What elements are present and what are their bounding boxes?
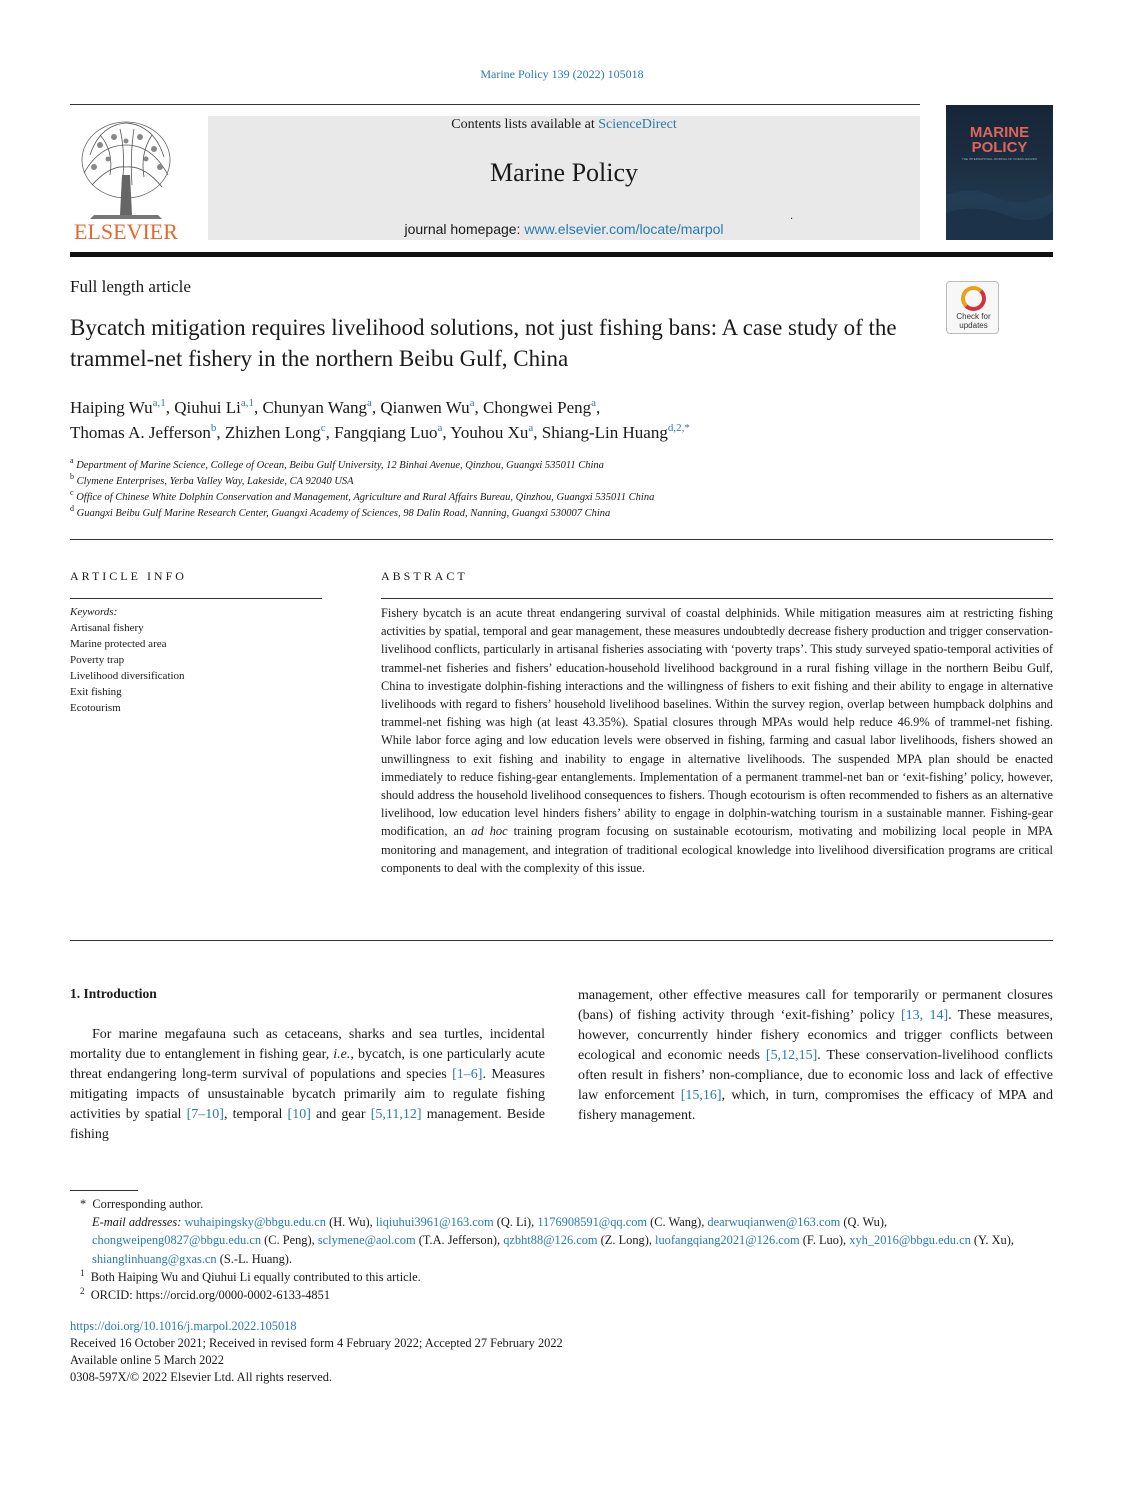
intro-italic: i.e., bbox=[333, 1047, 354, 1062]
email-link[interactable]: 1176908591@qq.com bbox=[537, 1215, 648, 1230]
elsevier-wordmark: ELSEVIER bbox=[74, 219, 178, 243]
abstract-end-rule bbox=[70, 940, 1053, 941]
author-affil-mark[interactable]: a bbox=[528, 422, 534, 434]
email-owner: (Q. Li), bbox=[493, 1215, 538, 1230]
author-affil-mark[interactable]: b bbox=[210, 422, 217, 434]
intro-text: . Measures mitigating impacts of unsustainable bycatch primarily aim to regulate fishing activities by spatial bbox=[70, 1067, 545, 1122]
keyword-list bbox=[70, 620, 322, 716]
article-title: Bycatch mitigation requires livelihood solutions, not just fishing bans: A case study of the trammel-net fishery in the northern Beibu Gulf, China bbox=[70, 315, 897, 371]
author-name[interactable]: Thomas A. Jefferson bbox=[70, 423, 211, 442]
author[interactable] bbox=[70, 423, 216, 442]
citation-link[interactable]: [5,12,15] bbox=[765, 1048, 818, 1063]
affiliation-key: d bbox=[70, 504, 74, 513]
email-link[interactable]: chongweipeng0827@bbgu.edu.cn bbox=[92, 1233, 262, 1248]
email-link[interactable]: shianglinhuang@gxas.cn bbox=[92, 1251, 217, 1266]
footnote-2-text: ORCID: https://orcid.org/0000-0002-6133-4851 bbox=[90, 1288, 331, 1303]
author-affil-mark[interactable]: a bbox=[367, 397, 372, 409]
citation-link[interactable]: [5,11,12] bbox=[370, 1107, 422, 1122]
introduction-heading: 1. Introduction bbox=[70, 986, 157, 1001]
footnote-rule bbox=[70, 1190, 138, 1191]
email-owner: (S.-L. Huang). bbox=[216, 1251, 293, 1266]
article-type: Full length article bbox=[70, 277, 191, 296]
intro-text: bycatch, is one particularly acute threat endangering long-term survival of populations and species bbox=[70, 1047, 546, 1082]
author-name[interactable]: Shiang-Lin Huang bbox=[541, 423, 668, 442]
copyright: 0308-597X/© 2022 Elsevier Ltd. All rights reserved. bbox=[70, 1370, 332, 1384]
email-owner: (C. Wang), bbox=[647, 1215, 708, 1230]
citation-link[interactable]: [13, 14] bbox=[901, 1008, 949, 1023]
journal-cover-image[interactable] bbox=[946, 105, 1053, 240]
keywords-block bbox=[70, 604, 322, 716]
email-owner: (Q. Wu), bbox=[840, 1215, 888, 1230]
email-link[interactable]: xyh_2016@bbgu.edu.cn bbox=[849, 1233, 971, 1248]
intro-text: , which, in turn, compromises the efficacy of MPA and fishery management. bbox=[578, 1088, 1053, 1123]
journal-homepage-link[interactable]: www.elsevier.com/locate/marpol bbox=[524, 221, 724, 237]
abstract-rule bbox=[381, 598, 1053, 599]
author-affil-mark[interactable]: a bbox=[591, 397, 597, 409]
email-owner: (C. Peng), bbox=[261, 1233, 318, 1248]
elsevier-logo[interactable] bbox=[70, 115, 182, 243]
article-info-heading: ARTICLE INFO bbox=[70, 569, 187, 583]
received-dates: Received 16 October 2021; Received in revised form 4 February 2022; Accepted 27 February 2022 bbox=[70, 1336, 563, 1350]
intro-text: For marine megafauna such as cetaceans, sharks and sea turtles, incidental mortality due to entanglement in fishing gear, bbox=[70, 1027, 545, 1062]
email-owner: (F. Luo), bbox=[799, 1233, 850, 1248]
abstract-italic: ad hoc bbox=[471, 824, 508, 839]
affiliation bbox=[70, 490, 1030, 506]
email-addresses bbox=[70, 1213, 1053, 1268]
keywords-label: Keywords: bbox=[70, 606, 118, 618]
footnotes bbox=[70, 1195, 1053, 1304]
affiliation bbox=[70, 474, 1030, 490]
email-owner: (Y. Xu), bbox=[970, 1233, 1014, 1248]
contents-prefix: Contents lists available at bbox=[451, 117, 599, 132]
corresponding-mark: * bbox=[80, 1197, 87, 1211]
author-affil-mark[interactable]: a bbox=[437, 422, 443, 434]
footnote-1-text: Both Haiping Wu and Qiuhui Li equally contributed to this article. bbox=[90, 1269, 421, 1284]
email-link[interactable]: dearwuqianwen@163.com bbox=[707, 1215, 841, 1230]
keyword: Poverty trap bbox=[70, 654, 125, 666]
header-thick-rule bbox=[70, 252, 1053, 257]
intro-text: . These measures, however, concurrently hinder fishery economics and trigger conflicts between ecological and economic needs bbox=[578, 1008, 1053, 1063]
top-rule bbox=[70, 104, 920, 105]
keyword: Artisanal fishery bbox=[70, 622, 144, 634]
corresponding-author-note bbox=[70, 1195, 1053, 1213]
footnote-2-mark: 2 bbox=[80, 1286, 85, 1297]
keyword: Livelihood diversification bbox=[70, 670, 185, 682]
email-link[interactable]: qzbht88@126.com bbox=[503, 1233, 598, 1248]
author[interactable] bbox=[262, 398, 371, 417]
sciencedirect-link[interactable]: ScienceDirect bbox=[598, 117, 677, 132]
keyword: Exit fishing bbox=[70, 686, 122, 698]
affiliation-rule bbox=[70, 539, 1053, 540]
email-link[interactable]: wuhaipingsky@bbgu.edu.cn bbox=[184, 1215, 326, 1230]
check-for-updates-button[interactable] bbox=[946, 281, 999, 334]
cover-wave-graphic bbox=[946, 175, 1053, 240]
author-name[interactable]: Qianwen Wu bbox=[380, 398, 470, 417]
author-name[interactable]: Chongwei Peng bbox=[482, 398, 592, 417]
email-owner: (Z. Long), bbox=[597, 1233, 656, 1248]
article-info-rule bbox=[70, 598, 322, 599]
intro-text: management. Beside fishing bbox=[70, 1107, 545, 1142]
abstract-heading: ABSTRACT bbox=[381, 569, 468, 583]
author-name[interactable]: Youhou Xu bbox=[450, 423, 529, 442]
author[interactable] bbox=[174, 398, 254, 417]
citation-link[interactable]: [15,16] bbox=[680, 1088, 722, 1103]
author-name[interactable]: Qiuhui Li bbox=[174, 398, 241, 417]
footnote-1 bbox=[70, 1268, 1053, 1286]
email-owner: (H. Wu), bbox=[325, 1215, 376, 1230]
email-link[interactable]: sclymene@aol.com bbox=[317, 1233, 416, 1248]
email-link[interactable]: luofangqiang2021@126.com bbox=[655, 1233, 800, 1248]
homepage-prefix: journal homepage: bbox=[404, 221, 525, 237]
keyword: Marine protected area bbox=[70, 638, 167, 650]
author-affil-mark[interactable]: c bbox=[320, 422, 326, 434]
abstract-part-1: Fishery bycatch is an acute threat endangering survival of coastal delphinids. While mitigation measures aim at restricting fishing activities by spatial, temporal and gear management, these measures undoubtedly decrease fishery production and trigger conservation-livelihood conflicts, particularly in artisanal fisheries associating with ‘poverty traps’. This study surveyed spatio-temporal activities of trammel-net fisheries and fishers’ education-household livelihood background in a rural fishing village in the northern Beibu Gulf, China to investigate dolphin-fishing interactions and the willingness of fishers to exit fishing and their ability to engage in alternative livelihoods with regard to fishers’ household livelihood baselines. Within the survey region, overlap between humpback dolphins and trammel-net fishing was high (at least 43.35%). Spatial closures through MPAs would help reduce 46.9% of trammel-net fishing. While labor force aging and low education levels were observed in fishing, farming and casual labor livelihoods, fishers showed an unwillingness to exit fishing and inability to engage in alternative livelihoods. The suspended MPA plan should be enacted immediately to reduce fishing-gear entanglements. Implementation of a permanent trammel-net ban or ‘exit-fishing’ policy, however, should address the household livelihood consequences to fishers. Though ecotourism is often recommended to fishers as an alternative livelihood, low education level hinders fishers’ ability to engage in dolphin-watching tourism in a sustainable manner. Fishing-gear modification, an bbox=[381, 606, 1053, 839]
contents-line bbox=[208, 117, 920, 133]
publication-metadata bbox=[70, 1318, 1053, 1386]
author[interactable] bbox=[483, 398, 596, 417]
author-affil-mark[interactable]: a bbox=[469, 397, 475, 409]
intro-text: management, other effective measures call for temporarily or permanent closures (bans) of fishing activity through ‘exit-fishing’ policy bbox=[578, 988, 1053, 1023]
affiliation-list bbox=[70, 458, 1030, 522]
citation-link[interactable]: [1–6] bbox=[452, 1067, 483, 1082]
author[interactable] bbox=[225, 423, 326, 442]
affiliation-key: c bbox=[70, 488, 74, 497]
footnote-1-mark: 1 bbox=[80, 1267, 85, 1278]
doi-link[interactable]: https://doi.org/10.1016/j.marpol.2022.105018 bbox=[70, 1319, 297, 1333]
citation-link[interactable]: [7–10] bbox=[186, 1107, 224, 1122]
introduction-left-column bbox=[70, 1025, 545, 1145]
journal-reference[interactable]: Marine Policy 139 (2022) 105018 bbox=[480, 67, 644, 81]
author[interactable] bbox=[70, 398, 166, 417]
intro-text: and gear bbox=[310, 1107, 371, 1122]
author-affil-mark[interactable]: a,1 bbox=[152, 397, 166, 409]
homepage-line bbox=[208, 221, 920, 237]
cover-title: MARINE POLICY bbox=[969, 124, 1030, 156]
author-affil-mark[interactable]: a,1 bbox=[240, 397, 254, 409]
author[interactable] bbox=[334, 423, 442, 442]
abstract-text bbox=[381, 604, 1053, 877]
affiliation-text: Department of Marine Science, College of Ocean, Beibu Gulf University, 12 Binhai Avenue, Qinzhou, Guangxi 535011 China bbox=[76, 460, 604, 471]
email-owner: (T.A. Jefferson), bbox=[415, 1233, 504, 1248]
citation-link[interactable]: [10] bbox=[287, 1107, 311, 1122]
affiliation bbox=[70, 506, 1030, 522]
introduction-right-column bbox=[578, 986, 1053, 1126]
affiliation-text: Clymene Enterprises, Yerba Valley Way, Lakeside, CA 92040 USA bbox=[76, 476, 354, 487]
intro-text: , temporal bbox=[223, 1107, 288, 1122]
author[interactable] bbox=[450, 423, 533, 442]
check-updates-icon bbox=[961, 286, 986, 311]
affiliation bbox=[70, 458, 1030, 474]
available-online: Available online 5 March 2022 bbox=[70, 1353, 224, 1367]
abstract-part-2: training program focusing on sustainable ecotourism, motivating and mobilizing local people in MPA monitoring and management, and integration of traditional ecological knowledge into livelihood diversification programs are critical components to deal with the complexity of this issue. bbox=[381, 824, 1053, 875]
corresponding-text: Corresponding author. bbox=[92, 1197, 204, 1211]
affiliation-key: b bbox=[70, 472, 74, 481]
author-name[interactable]: Haiping Wu bbox=[70, 398, 153, 417]
keyword: Ecotourism bbox=[70, 702, 121, 714]
journal-name: Marine Policy bbox=[489, 158, 639, 187]
email-link[interactable]: liqiuhui3961@163.com bbox=[375, 1215, 494, 1230]
author-list: Haiping Wu$^{a,1}$, Qiuhui Li$^{a,1}$, Chunyan Wang$^a$, Qianwen Wu$^a$, Chongwei Peng$^a$, Thomas A. Jefferson$^b$, Zhizhen Long$^c$, Fangqiang Luo$^a$, Youhou Xu$^a$, Shiang-Lin Huang$^{d,2,*}$ bbox=[70, 397, 690, 442]
author[interactable] bbox=[542, 423, 690, 442]
cover-subtitle: THE INTERNATIONAL JOURNAL OF OCEAN AFFAIRS bbox=[962, 157, 1037, 161]
stray-dot: . bbox=[790, 211, 794, 222]
footnote-2 bbox=[70, 1286, 1053, 1304]
author[interactable] bbox=[380, 398, 474, 417]
check-updates-label: Check for updates bbox=[956, 312, 991, 330]
elsevier-tree-icon bbox=[70, 115, 182, 243]
email-label: E-mail addresses: bbox=[92, 1215, 182, 1230]
author-name[interactable]: Fangqiang Luo bbox=[334, 423, 438, 442]
affiliation-text: Office of Chinese White Dolphin Conservation and Management, Agriculture and Rural Affairs Bureau, Qinzhou, Guangxi 535011 China bbox=[76, 492, 655, 503]
affiliation-text: Guangxi Beibu Gulf Marine Research Center, Guangxi Academy of Sciences, 98 Dalin Road, Nanning, Guangxi 530007 China bbox=[76, 508, 611, 519]
author-affil-mark[interactable]: d,2,* bbox=[667, 422, 690, 434]
author-name[interactable]: Zhizhen Long bbox=[224, 423, 321, 442]
intro-text: . These conservation-livelihood conflicts often result in fishers’ non-compliance, due to economic loss and lack of effective law enforcement bbox=[578, 1048, 1053, 1103]
affiliation-key: a bbox=[70, 456, 74, 465]
author-name[interactable]: Chunyan Wang bbox=[262, 398, 368, 417]
